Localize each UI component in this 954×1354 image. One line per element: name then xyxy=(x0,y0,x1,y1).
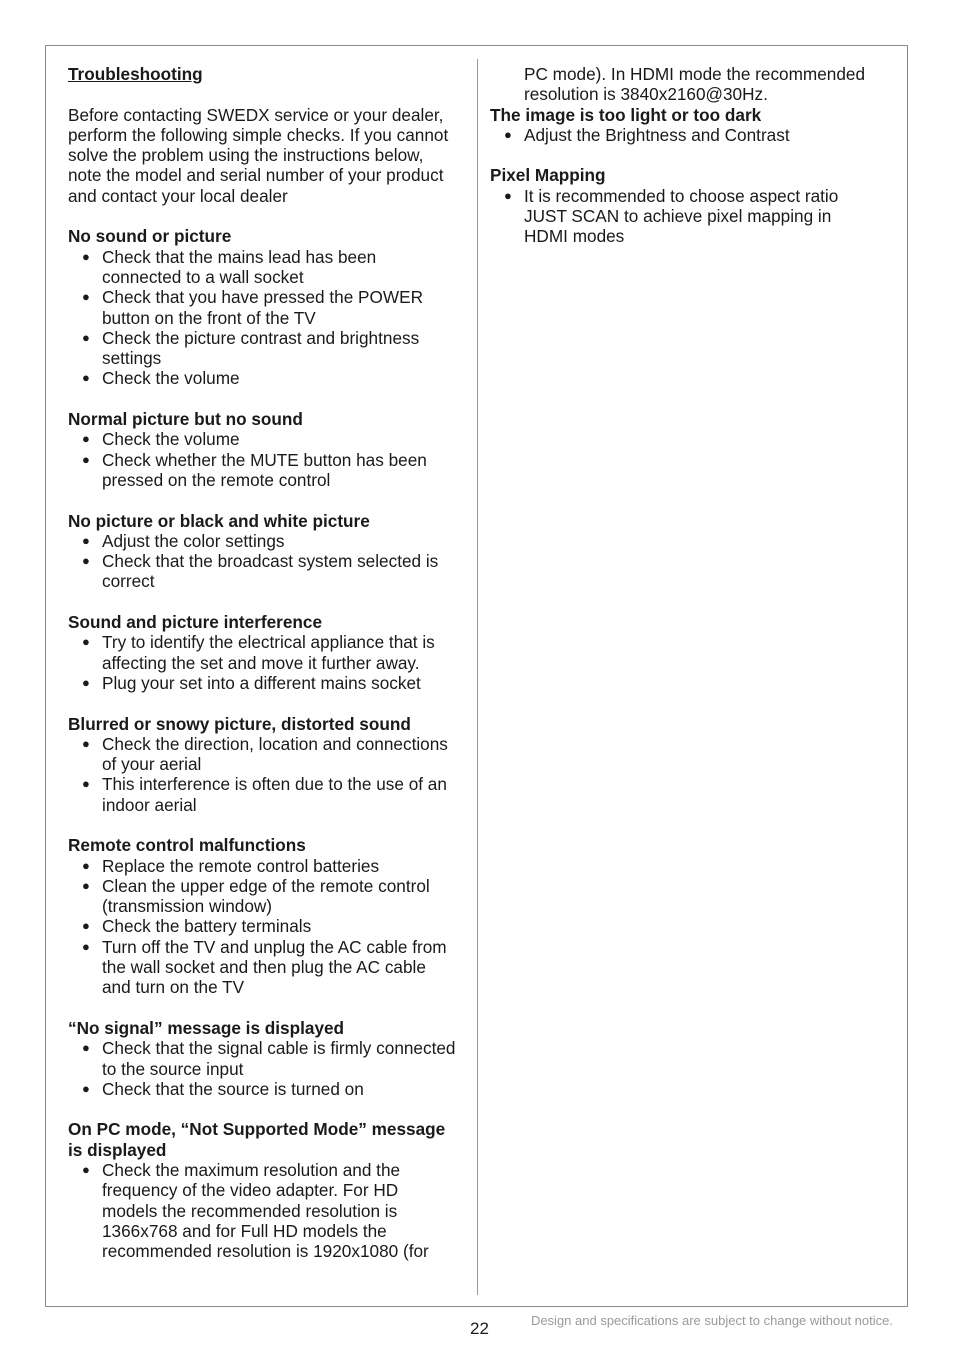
list-item: ● Check the volume xyxy=(82,429,240,450)
list-item: ● This interference is often due to the use of an indoor aerial xyxy=(82,774,447,815)
list-item: ● Check that the signal cable is firmly connected to the source input xyxy=(82,1038,456,1079)
left-column xyxy=(68,64,458,1262)
list-item: ● Check that the source is turned on xyxy=(82,1078,364,1099)
list-item: ● Check that the broadcast system selected is correct xyxy=(82,551,439,592)
section-blurred-picture xyxy=(68,714,458,815)
section-too-light-dark xyxy=(490,105,870,146)
list-item: ● Check whether the MUTE button has been pressed on the remote control xyxy=(82,449,427,490)
footer-disclaimer: Design and specifications are subject to change without notice. xyxy=(530,1313,893,1328)
bullet-icon: ● xyxy=(82,248,90,264)
list-item: ● Check the picture contrast and brightness settings xyxy=(82,327,420,369)
bullet-icon: ● xyxy=(82,735,90,751)
list-item: ● Try to identify the electrical appliance that is affecting the set and move it further away. xyxy=(82,632,435,673)
list-item: ● Check the direction, location and connections of your aerial xyxy=(82,733,448,775)
bullet-icon: ● xyxy=(82,1080,90,1096)
section-normal-picture-no-sound xyxy=(68,409,458,490)
section-heading: The image is too light or too dark xyxy=(490,104,762,125)
bullet-icon: ● xyxy=(82,877,90,893)
bullet-icon: ● xyxy=(82,938,90,954)
section-heading: No picture or black and white picture xyxy=(68,510,370,531)
bullet-icon: ● xyxy=(82,674,90,690)
list-item: ● It is recommended to choose aspect ratio JUST SCAN to achieve pixel mapping in HDMI modes xyxy=(504,185,839,247)
section-heading: Blurred or snowy picture, distorted sound xyxy=(68,713,411,734)
list-item: ● Adjust the Brightness and Contrast xyxy=(504,124,790,145)
bullet-icon: ● xyxy=(82,451,90,467)
list-item: ● Replace the remote control batteries xyxy=(82,855,380,876)
bullet-icon: ● xyxy=(82,857,90,873)
bullet-icon: ● xyxy=(82,431,90,447)
intro-paragraph: Before contacting SWEDX service or your dealer, perform the following simple checks. If you cannot solve the problem using the instructions below, note the model and serial number of your product and contact your local dealer xyxy=(68,104,449,206)
section-heading: “No signal” message is displayed xyxy=(68,1017,345,1038)
section-pc-mode xyxy=(68,1119,458,1261)
list-item: ● Adjust the color settings xyxy=(82,530,285,551)
list-item: ● Check the volume xyxy=(82,368,240,389)
section-heading: Remote control malfunctions xyxy=(68,835,306,856)
section-pixel-mapping xyxy=(490,165,870,246)
section-remote-control xyxy=(68,835,458,997)
bullet-icon: ● xyxy=(82,776,90,792)
page-title: Troubleshooting xyxy=(68,64,203,84)
section-interference xyxy=(68,612,458,693)
page-number: 22 xyxy=(470,1319,489,1338)
bullet-icon: ● xyxy=(82,1040,90,1056)
bullet-icon: ● xyxy=(504,187,512,203)
list-item: ● Check the battery terminals xyxy=(82,916,312,937)
list-item: ● Turn off the TV and unplug the AC cable from the wall socket and then plug the AC cable and turn on the TV xyxy=(82,936,447,998)
bullet-icon: ● xyxy=(82,1162,90,1178)
list-item: ● Clean the upper edge of the remote control (transmission window) xyxy=(82,875,430,917)
section-heading: Normal picture but no sound xyxy=(68,409,303,430)
list-item: ● Check the maximum resolution and the frequency of the video adapter. For HD models the recommended resolution is 1366x768 and for Full HD models the recommended resolution is 1920x1080 (for xyxy=(82,1160,429,1262)
section-heading: On PC mode, “Not Supported Mode” message is displayed xyxy=(68,1119,446,1160)
bullet-icon: ● xyxy=(82,532,90,548)
list-item: ● Check that the mains lead has been connected to a wall socket xyxy=(82,246,377,287)
bullet-icon: ● xyxy=(82,918,90,934)
column-divider xyxy=(477,59,478,1295)
section-no-picture-bw xyxy=(68,511,458,592)
continuation-text: PC mode). In HDMI mode the recommended resolution is 3840x2160@30Hz. xyxy=(524,64,866,105)
bullet-icon: ● xyxy=(82,553,90,569)
bullet-icon: ● xyxy=(82,289,90,305)
section-heading: No sound or picture xyxy=(68,226,232,247)
bullet-icon: ● xyxy=(504,126,512,142)
list-item: ● Check that you have pressed the POWER button on the front of the TV xyxy=(82,287,423,328)
right-column xyxy=(490,64,870,267)
bullet-icon: ● xyxy=(82,370,90,386)
bullet-icon: ● xyxy=(82,329,90,345)
section-heading: Pixel Mapping xyxy=(490,165,606,186)
section-no-sound-or-picture xyxy=(68,226,458,388)
section-heading: Sound and picture interference xyxy=(68,612,323,633)
section-no-signal xyxy=(68,1018,458,1099)
bullet-icon: ● xyxy=(82,634,90,650)
list-item: ● Plug your set into a different mains socket xyxy=(82,672,421,693)
